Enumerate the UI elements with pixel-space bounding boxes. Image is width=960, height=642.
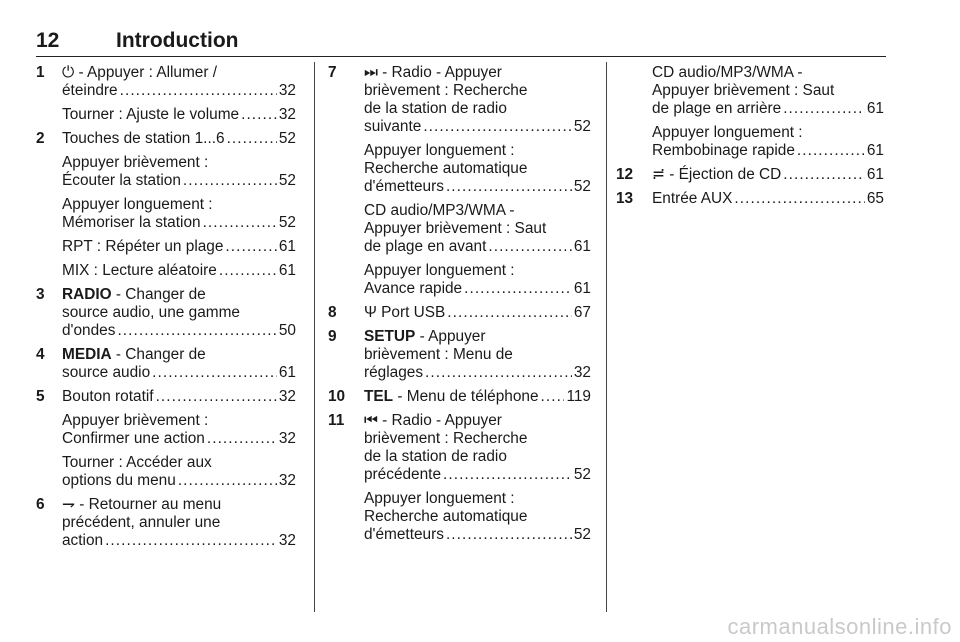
entry-11-continued-2 bbox=[616, 124, 884, 160]
entry-text: Touches de station 1...6 bbox=[62, 130, 225, 147]
entry-text: - Appuyer : Allumer / bbox=[78, 64, 218, 81]
entry-11-continued bbox=[616, 64, 884, 118]
entry-text: - Radio - Appuyer bbox=[382, 64, 502, 81]
entry-1-sub bbox=[36, 106, 296, 124]
entry-text: précédente bbox=[364, 466, 442, 483]
page-ref[interactable]: 32 bbox=[278, 430, 296, 447]
entry-text: - Menu de téléphone bbox=[397, 388, 539, 405]
entry-number: 3 bbox=[36, 286, 45, 303]
button-label: SETUP bbox=[364, 328, 416, 345]
entry-text: CD audio/MP3/WMA - bbox=[364, 202, 515, 219]
entry-number: 4 bbox=[36, 346, 45, 363]
entry-text: Rembobinage rapide bbox=[652, 142, 795, 159]
page-ref[interactable]: 32 bbox=[278, 532, 296, 549]
page-ref[interactable]: 61 bbox=[866, 100, 884, 117]
entry-number: 13 bbox=[616, 190, 634, 207]
page-ref[interactable]: 32 bbox=[278, 82, 296, 99]
entry-text: Appuyer brièvement : Saut bbox=[652, 82, 835, 99]
entry-text: Tourner : Accéder aux bbox=[62, 454, 212, 471]
page-ref[interactable]: 61 bbox=[278, 364, 296, 381]
page-ref[interactable]: 32 bbox=[278, 106, 296, 123]
entry-text: - Changer de bbox=[115, 346, 206, 363]
entry-number: 11 bbox=[328, 412, 345, 429]
entry-number: 9 bbox=[328, 328, 337, 345]
entry-number: 10 bbox=[328, 388, 346, 405]
entry-text: Avance rapide bbox=[364, 280, 463, 297]
entry-number: 2 bbox=[36, 130, 45, 147]
page-ref[interactable]: 52 bbox=[573, 466, 591, 483]
entry-text: précédent, annuler une bbox=[62, 514, 221, 531]
entry-text: Appuyer longuement : bbox=[364, 490, 515, 507]
entry-3 bbox=[36, 286, 296, 340]
entry-text: d'ondes bbox=[62, 322, 116, 339]
page-ref[interactable]: 61 bbox=[573, 280, 591, 297]
entry-text: Bouton rotatif bbox=[62, 388, 154, 405]
entry-text: source audio bbox=[62, 364, 151, 381]
entry-text: de plage en arrière bbox=[652, 100, 782, 117]
page-header bbox=[36, 29, 239, 53]
entry-text: - Retourner au menu bbox=[79, 496, 222, 513]
page-ref[interactable]: 52 bbox=[278, 214, 296, 231]
entry-text: de plage en avant bbox=[364, 238, 487, 255]
page-ref[interactable]: 52 bbox=[573, 526, 591, 543]
entry-text: - Appuyer bbox=[419, 328, 486, 345]
entry-text: - Radio - Appuyer bbox=[382, 412, 502, 429]
header-rule bbox=[36, 56, 886, 57]
entry-5 bbox=[36, 388, 296, 490]
entry-text: Appuyer brièvement : bbox=[62, 154, 209, 171]
entry-text: Appuyer longuement : bbox=[62, 196, 213, 213]
entry-text: RPT : Répéter un plage bbox=[62, 238, 224, 255]
entry-text: - Éjection de CD bbox=[669, 166, 782, 183]
column-1 bbox=[36, 64, 296, 556]
next-track-icon: ⏭ bbox=[364, 64, 378, 81]
entry-text: Mémoriser la station bbox=[62, 214, 201, 231]
entry-text: brièvement : Recherche bbox=[364, 82, 528, 99]
entry-text: action bbox=[62, 532, 104, 549]
entry-11 bbox=[328, 412, 591, 544]
column-3 bbox=[616, 64, 884, 214]
entry-text: source audio, une gamme bbox=[62, 304, 240, 321]
entry-text: Recherche automatique bbox=[364, 508, 528, 525]
column-2 bbox=[328, 64, 591, 550]
page-ref[interactable]: 52 bbox=[573, 178, 591, 195]
entry-text: options du menu bbox=[62, 472, 176, 489]
page-ref[interactable]: 61 bbox=[573, 238, 591, 255]
entry-text: CD audio/MP3/WMA - bbox=[652, 64, 803, 81]
entry-13 bbox=[616, 190, 884, 208]
page-ref[interactable]: 61 bbox=[278, 262, 296, 279]
usb-icon: Ψ bbox=[364, 304, 377, 321]
entry-number: 5 bbox=[36, 388, 45, 405]
button-label: MEDIA bbox=[62, 346, 112, 363]
entry-text: Appuyer longuement : bbox=[652, 124, 803, 141]
entry-number: 12 bbox=[616, 166, 634, 183]
page-ref[interactable]: 61 bbox=[866, 142, 884, 159]
page-ref[interactable]: 61 bbox=[278, 238, 296, 255]
column-divider-2 bbox=[606, 62, 607, 612]
entry-number: 1 bbox=[36, 64, 45, 81]
entry-text: suivante bbox=[364, 118, 422, 135]
entry-text: Appuyer longuement : bbox=[364, 262, 515, 279]
entry-9 bbox=[328, 328, 591, 382]
entry-4 bbox=[36, 346, 296, 382]
entry-text: - Changer de bbox=[115, 286, 206, 303]
entry-text: Appuyer brièvement : Saut bbox=[364, 220, 547, 237]
entry-number: 8 bbox=[328, 304, 337, 321]
page-ref[interactable]: 52 bbox=[278, 130, 296, 147]
entry-text: Appuyer longuement : bbox=[364, 142, 515, 159]
entry-text: d'émetteurs bbox=[364, 178, 444, 195]
entry-text: brièvement : Menu de bbox=[364, 346, 513, 363]
entry-8 bbox=[328, 304, 591, 322]
entry-text: brièvement : Recherche bbox=[364, 430, 528, 447]
entry-text: de la station de radio bbox=[364, 100, 507, 117]
page-ref[interactable]: 67 bbox=[573, 304, 591, 321]
entry-text: Port USB bbox=[381, 304, 446, 321]
page-ref[interactable]: 61 bbox=[866, 166, 884, 183]
entry-text: Entrée AUX bbox=[652, 190, 733, 207]
page-ref[interactable]: 52 bbox=[573, 118, 591, 135]
button-label: TEL bbox=[364, 388, 394, 405]
entry-text: Appuyer brièvement : bbox=[62, 412, 209, 429]
entry-text: Écouter la station bbox=[62, 172, 181, 189]
back-icon: ⇁ bbox=[62, 496, 75, 513]
previous-track-icon: ⏮ bbox=[364, 412, 378, 429]
entry-text: Tourner : Ajuste le volume bbox=[62, 106, 240, 123]
page-ref[interactable]: 32 bbox=[573, 364, 591, 381]
entry-6 bbox=[36, 496, 296, 550]
page-title: Introduction bbox=[116, 29, 239, 52]
page-ref[interactable]: 32 bbox=[278, 388, 296, 405]
entry-number: 7 bbox=[328, 64, 337, 81]
eject-icon: ≓ bbox=[652, 166, 665, 183]
entry-number: 6 bbox=[36, 496, 45, 513]
entry-text: Recherche automatique bbox=[364, 160, 528, 177]
entry-7 bbox=[328, 64, 591, 298]
entry-2 bbox=[36, 130, 296, 280]
page-ref[interactable]: 52 bbox=[278, 172, 296, 189]
page-ref[interactable]: 32 bbox=[278, 472, 296, 489]
button-label: RADIO bbox=[62, 286, 112, 303]
page-ref[interactable]: 65 bbox=[866, 190, 884, 207]
entry-text: éteindre bbox=[62, 82, 118, 99]
watermark: carmanualsonline.info bbox=[727, 614, 952, 639]
entry-text: de la station de radio bbox=[364, 448, 507, 465]
entry-1 bbox=[36, 64, 296, 100]
column-divider-1 bbox=[314, 62, 315, 612]
entry-text: réglages bbox=[364, 364, 424, 381]
entry-12 bbox=[616, 166, 884, 184]
page-ref[interactable]: 119 bbox=[566, 388, 591, 405]
entry-text: Confirmer une action bbox=[62, 430, 205, 447]
entry-text: d'émetteurs bbox=[364, 526, 444, 543]
entry-10 bbox=[328, 388, 591, 406]
page-number: 12 bbox=[36, 29, 60, 52]
power-icon: ⏻ bbox=[62, 64, 75, 81]
page-ref[interactable]: 50 bbox=[278, 322, 296, 339]
entry-text: MIX : Lecture aléatoire bbox=[62, 262, 217, 279]
